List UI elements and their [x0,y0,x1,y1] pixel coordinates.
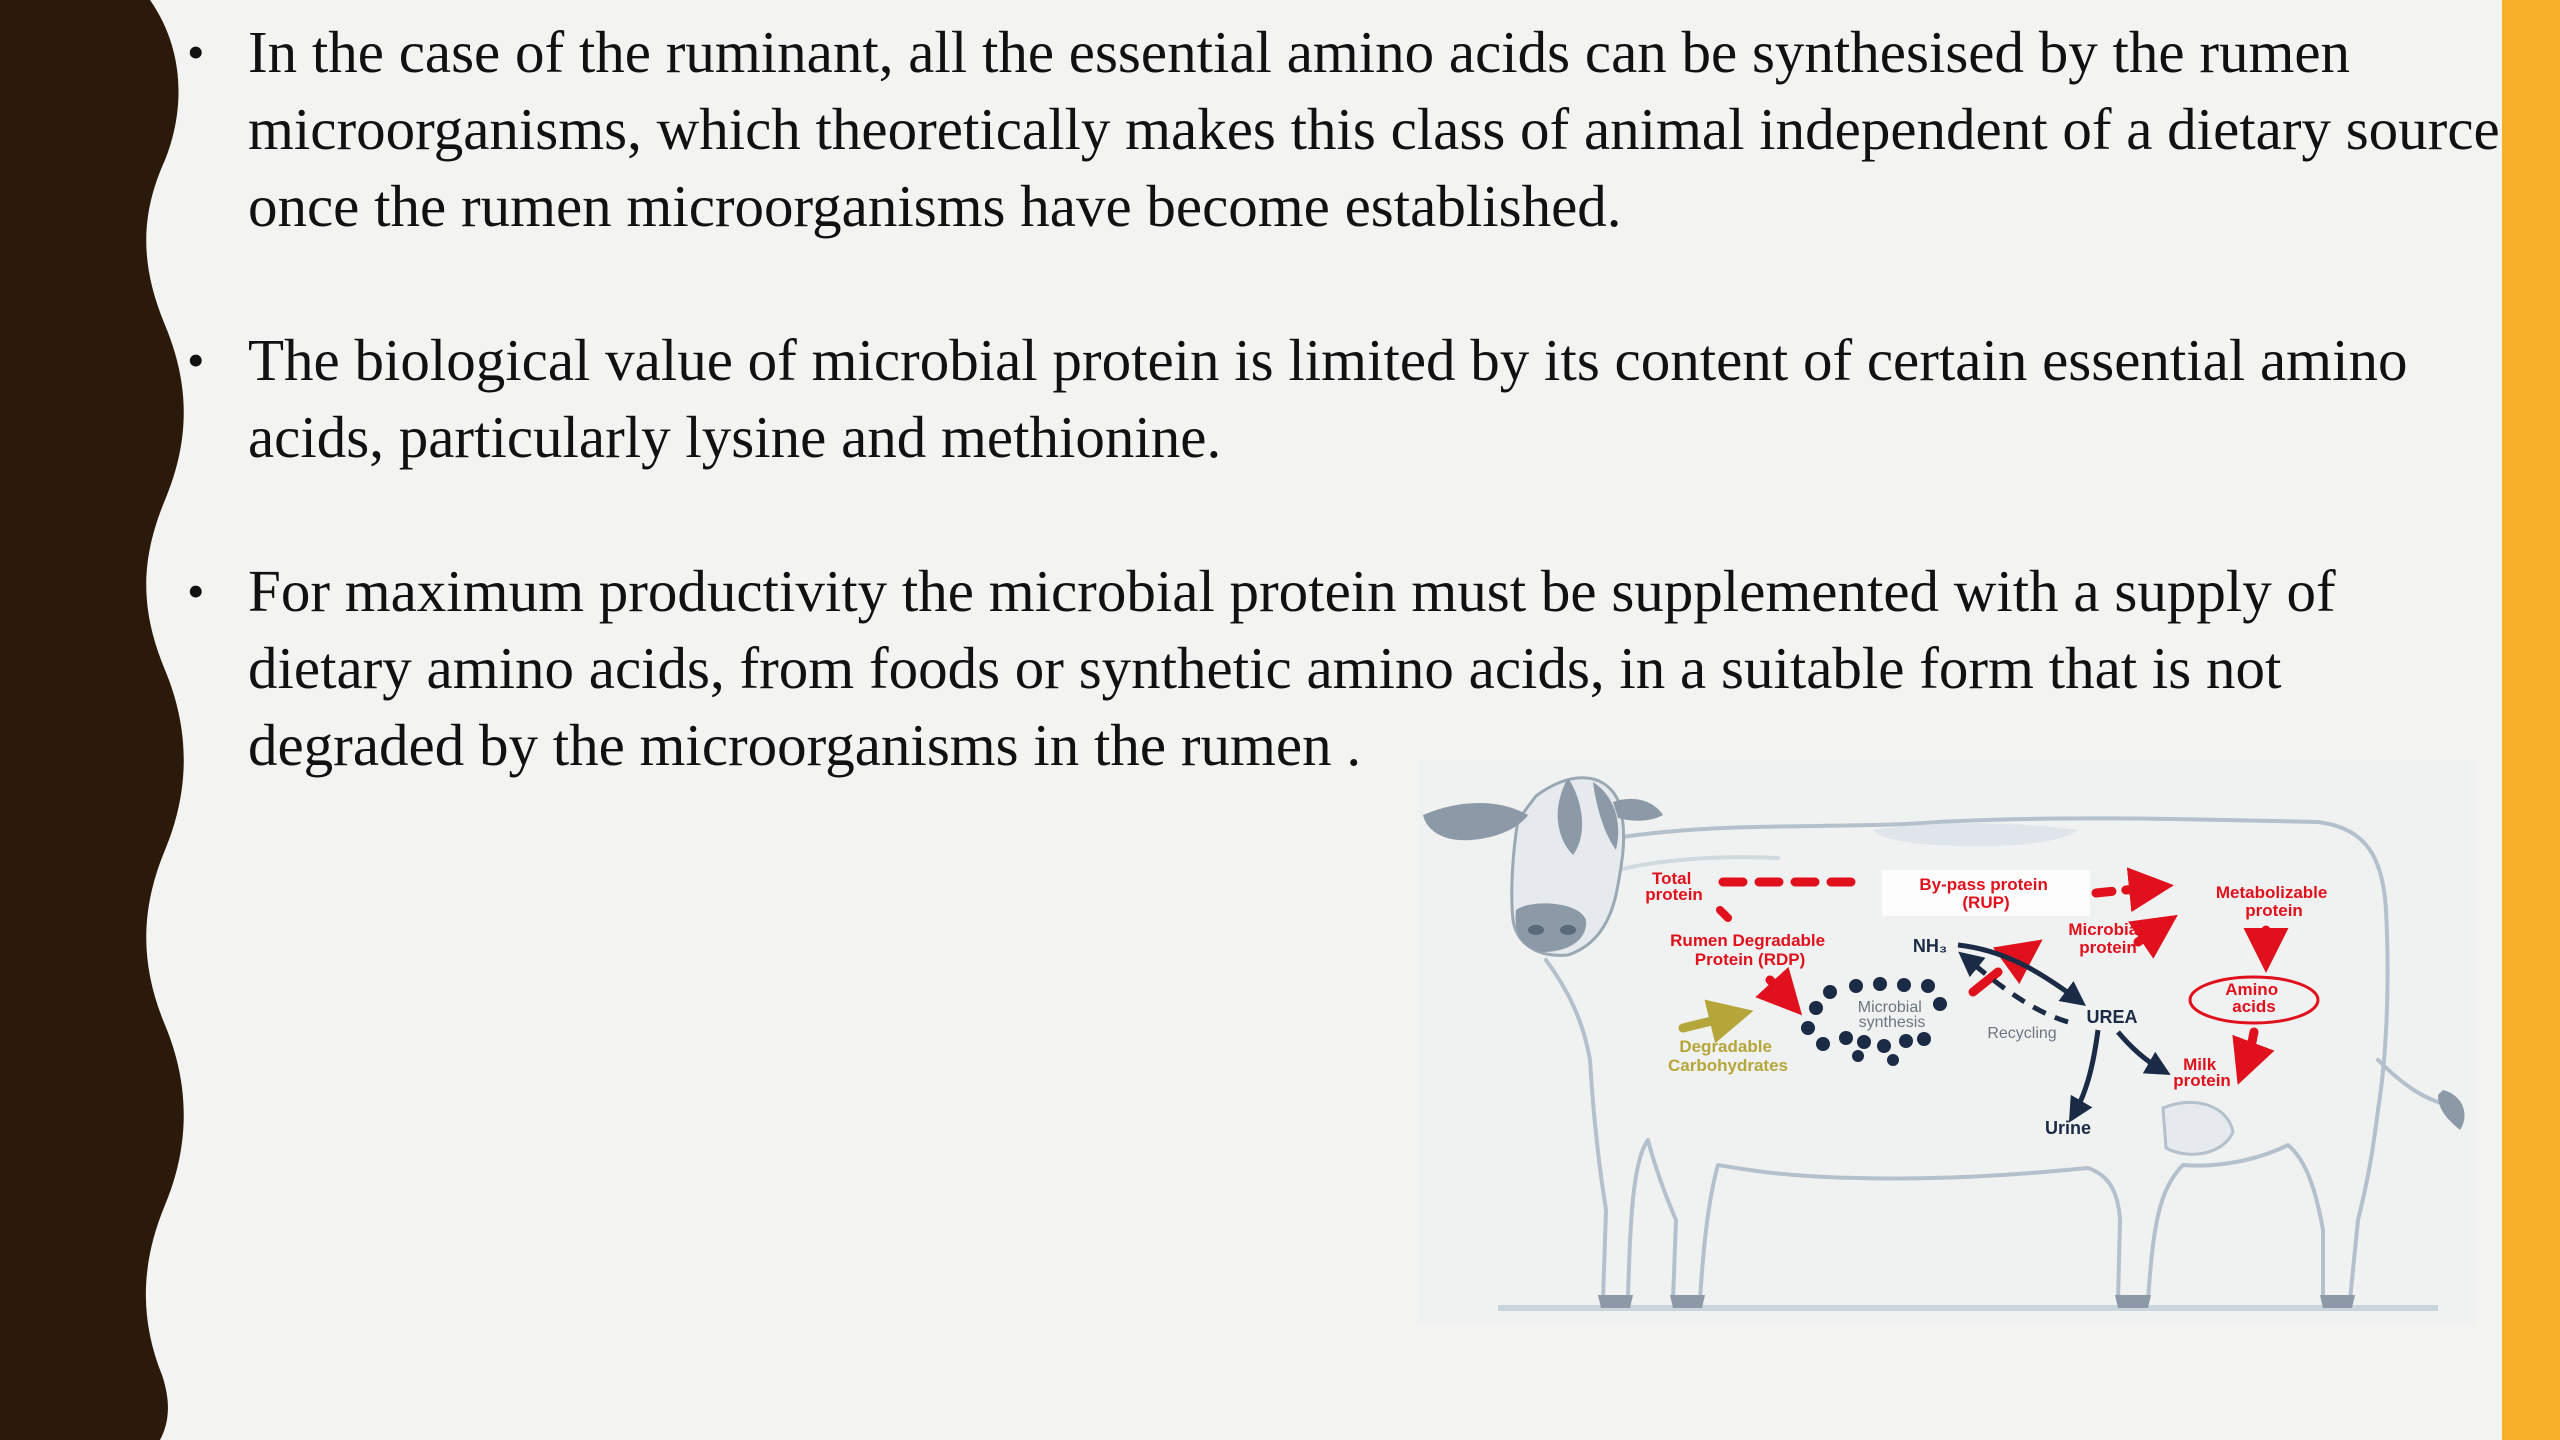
bullet-item [180,553,2510,784]
label-urea: UREA [2086,1007,2138,1027]
cow-protein-diagram [1418,760,2476,1324]
label-microbial-synthesis: Microbial synthesis [1857,999,1926,1031]
bullet-text: In the case of the ruminant, all the essential amino acids can be synthesised by the rumen microorganisms, which theoretically makes this class of animal independent of a dietary source once the rumen microorganisms have become established. [248,19,2500,239]
label-microbial-protein: Microbial protein [2068,920,2143,957]
label-rdp: Rumen Degradable Protein (RDP) [1670,931,1826,969]
left-decorative-band [0,0,200,1440]
bullet-dot: • [187,563,205,619]
label-amino-acids: Amino acids [2225,980,2279,1016]
cow-diagram-svg [1418,760,2476,1324]
bullet-dot: • [187,332,205,388]
label-total-protein: Total protein [1645,869,1703,904]
label-recycling: Recycling [1987,1025,2057,1042]
label-bypass-protein: By-pass protein (RUP) [1919,875,2048,912]
bullet-list [180,14,2510,784]
label-degradable-carbohydrates: Degradable Carbohydrates [1668,1037,1788,1075]
label-metabolizable-protein: Metabolizable protein [2215,883,2328,920]
bullet-dot: • [187,24,205,80]
flow-total-to-rdp [1720,910,1728,918]
bullet-item [180,14,2510,245]
label-urine: Urine [2044,1118,2092,1138]
bullet-item [180,322,2510,476]
label-nh3: NH₃ [1912,936,1948,956]
bullet-text: The biological value of microbial protein is limited by its content of certain essential amino acids, particularly lysine and methionine. [248,327,2408,470]
right-accent-band [2502,0,2560,1440]
label-milk-protein: Milk protein [2173,1055,2231,1090]
bullet-text: For maximum productivity the microbial protein must be supplemented with a supply of dietary amino acids, from foods or synthetic amino acids, in a suitable form that is not degraded by the microorganisms in the rumen . [248,558,2336,778]
